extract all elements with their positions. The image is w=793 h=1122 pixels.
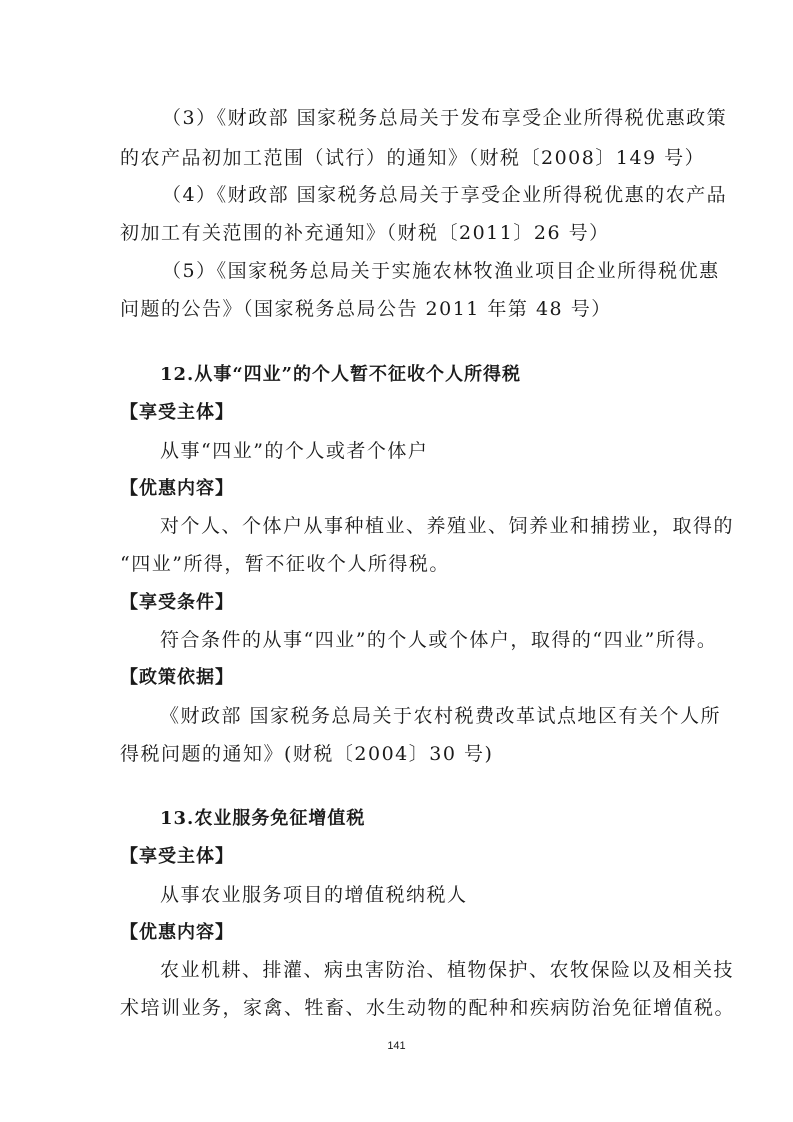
text-line: 对个人、个体户从事种植业、养殖业、饲养业和捕捞业，取得的 [160, 515, 735, 537]
text-line: （3）《财政部 国家税务总局关于发布享受企业所得税优惠政策 [162, 107, 728, 129]
section-label: 【优惠内容】 [120, 478, 234, 499]
section-heading-13: 13.农业服务免征增值税 [160, 808, 366, 829]
text-line: 的农产品初加工范围（试行）的通知》（财税〔2008〕149 号） [120, 147, 706, 169]
text-line: 得税问题的通知》(财税〔2004〕30 号) [120, 743, 494, 765]
text-line: 《财政部 国家税务总局关于农村税费改革试点地区有关个人所 [160, 705, 722, 727]
text-line: 农业机耕、排灌、病虫害防治、植物保护、农牧保险以及相关技 [160, 959, 735, 981]
text-line: 术培训业务，家禽、牲畜、水生动物的配种和疾病防治免征增值税。 [120, 997, 736, 1019]
text-line: 初加工有关范围的补充通知》（财税〔2011〕26 号） [120, 222, 610, 244]
text-line: 符合条件的从事“四业”的个人或个体户，取得的“四业”所得。 [160, 629, 718, 651]
text-line: （4）《财政部 国家税务总局关于享受企业所得税优惠的农产品 [162, 184, 728, 206]
text-line: “四业”所得，暂不征收个人所得税。 [120, 553, 450, 575]
section-label: 【享受条件】 [120, 592, 234, 613]
text-line: 问题的公告》（国家税务总局公告 2011 年第 48 号） [120, 298, 612, 320]
section-label: 【享受主体】 [120, 846, 234, 867]
section-heading-12: 12.从事“四业”的个人暂不征收个人所得税 [160, 364, 522, 385]
text-line: 从事农业服务项目的增值税纳税人 [160, 884, 468, 906]
section-label: 【享受主体】 [120, 402, 234, 423]
section-label: 【优惠内容】 [120, 922, 234, 943]
text-line: （5）《国家税务总局关于实施农林牧渔业项目企业所得税优惠 [162, 260, 720, 282]
section-label: 【政策依据】 [120, 667, 234, 688]
page-number: 141 [387, 1040, 406, 1052]
text-line: 从事“四业”的个人或者个体户 [160, 440, 429, 462]
